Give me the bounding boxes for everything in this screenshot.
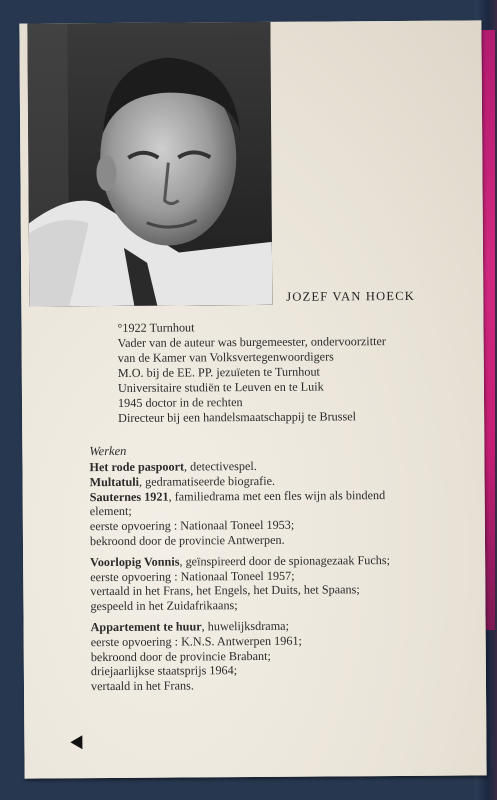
bio-line: van de Kamer van Volksvertegenwoordigers bbox=[117, 349, 334, 365]
work-detail-line: eerste opvoering : Nationaal Toneel 1957; bbox=[90, 568, 295, 584]
work-title: Sauternes 1921 bbox=[89, 489, 169, 504]
biography bbox=[117, 319, 468, 426]
works-heading: Werken bbox=[89, 443, 127, 459]
work-description: , huwelijksdrama; bbox=[201, 618, 290, 634]
work-description: , gedramatiseerde biografie. bbox=[138, 473, 276, 489]
portrait-image bbox=[27, 22, 272, 307]
work-detail-line: vertaald in het Frans. bbox=[90, 678, 194, 694]
author-portrait-photo bbox=[27, 22, 272, 307]
work-title: Appartement te huur bbox=[90, 619, 202, 635]
work-detail-line: eerste opvoering : K.N.S. Antwerpen 1961; bbox=[90, 633, 302, 649]
bio-line: 1945 doctor in de rechten bbox=[117, 395, 243, 410]
work-description: , geïnspireerd door de spionagezaak Fuchs; bbox=[179, 552, 390, 569]
work-detail-line: bekroond door de provincie Brabant; bbox=[90, 648, 271, 664]
work-detail-line: eerste opvoering : Nationaal Toneel 1953; bbox=[89, 517, 295, 534]
bio-line: Directeur bij een handelsmaatschappij te Brussel bbox=[118, 409, 357, 425]
bio-line: M.O. bij de EE. PP. jezuïeten te Turnhout bbox=[117, 364, 320, 380]
bio-line: Vader van de auteur was burgemeester, ondervoorzitter bbox=[117, 334, 386, 350]
work-description: , detectivespel. bbox=[183, 458, 257, 474]
work-title: Multatuli bbox=[89, 474, 140, 489]
works-list bbox=[89, 457, 471, 700]
work-entry bbox=[91, 617, 472, 694]
book-page bbox=[19, 20, 486, 778]
work-detail-line: gespeeld in het Zuidafrikaans; bbox=[90, 598, 238, 614]
work-entry bbox=[90, 487, 470, 549]
work-detail-line: bekroond door de provincie Antwerpen. bbox=[89, 532, 285, 549]
work-detail-line: driejaarlijkse staatsprijs 1964; bbox=[90, 663, 238, 679]
author-name: JOZEF VAN HOECK bbox=[286, 288, 416, 304]
bio-line: °1922 Turnhout bbox=[117, 320, 195, 335]
work-detail-line: element; bbox=[89, 504, 132, 519]
left-arrow-icon bbox=[70, 735, 82, 749]
work-detail-line: vertaald in het Frans, het Engels, het Duits, het Spaans; bbox=[90, 582, 360, 599]
work-description: , familiedrama met een fles wijn als bindend bbox=[168, 487, 386, 504]
work-title: Het rode paspoort bbox=[89, 459, 185, 475]
bio-line: Universitaire studiën te Leuven en te Luik bbox=[117, 379, 324, 395]
work-entry bbox=[90, 552, 470, 614]
work-title: Voorlopig Vonnis bbox=[90, 554, 180, 569]
